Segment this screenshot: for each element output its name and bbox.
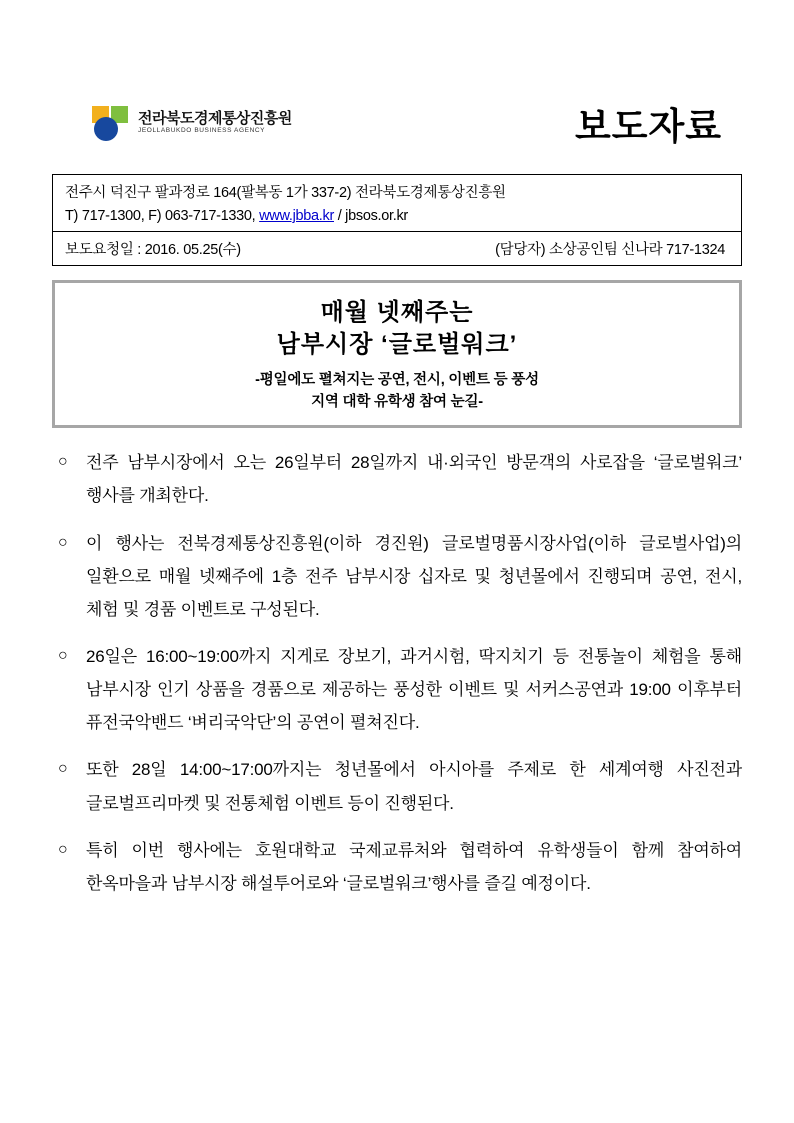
list-item	[52, 834, 742, 900]
headline-subtitle-line-1: -평일에도 펼쳐지는 공연, 전시, 이벤트 등 풍성	[255, 371, 539, 388]
contact-manager: (담당자) 소상공인팀 신나라 717-1324	[495, 242, 725, 258]
paragraph-text: 이 행사는 전북경제통상진흥원(이하 경진원) 글로벌명품시장사업(이하 글로벌사업)의 일환으로 매월 넷째주에 1층 전주 남부시장 십자로 및 청년몰에서 진행되며 공연, 전시, 체험 및 경품 이벤트로 구성된다.	[86, 533, 742, 619]
agency-name-ko: 전라북도경제통상진흥원	[138, 109, 292, 127]
paragraph-text: 또한 28일 14:00~17:00까지는 청년몰에서 아시아를 주제로 한 세계여행 사진전과 글로벌프리마켓 및 전통체험 이벤트 등이 진행된다.	[86, 760, 742, 813]
headline-line-2: 남부시장 ‘글로벌워크’	[276, 331, 518, 359]
body-paragraph-list	[52, 446, 742, 900]
agency-logo-icon	[92, 104, 130, 142]
contact-address: 전주시 덕진구 팔과정로 164(팔복동 1가 337-2) 전라북도경제통상진흥원	[65, 185, 506, 201]
bullet-icon: ○	[58, 760, 68, 778]
bullet-icon: ○	[58, 453, 68, 471]
contact-tel-suffix: / jbsos.or.kr	[334, 208, 408, 224]
list-item	[52, 640, 742, 739]
bullet-icon: ○	[58, 533, 68, 551]
list-item	[52, 753, 742, 819]
paragraph-text: 전주 남부시장에서 오는 26일부터 28일까지 내·외국인 방문객의 사로잡을 ‘글로벌워크’ 행사를 개최한다.	[86, 453, 742, 506]
agency-logo	[52, 104, 292, 142]
contact-meta-row	[53, 231, 741, 265]
paragraph-text: 26일은 16:00~19:00까지 지게로 장보기, 과거시험, 딱지치기 등 전통놀이 체험을 통해 남부시장 인기 상품을 경품으로 제공하는 풍성한 이벤트 및 서커스공연과 19:00 이후부터 퓨전국악밴드 ‘벼리국악단’의 공연이 펼쳐진다.	[86, 646, 742, 733]
headline-subtitle	[65, 370, 729, 414]
document-header	[52, 0, 742, 158]
list-item	[52, 446, 742, 512]
agency-logo-text	[138, 111, 292, 136]
bullet-icon: ○	[58, 840, 68, 858]
list-item	[52, 527, 742, 626]
release-date: 보도요청일 : 2016. 05.25(수)	[65, 242, 241, 258]
headline-banner	[52, 280, 742, 428]
headline-line-1: 매월 넷째주는	[320, 299, 474, 326]
bullet-icon: ○	[58, 646, 68, 664]
agency-website-link[interactable]: www.jbba.kr	[259, 208, 334, 224]
paragraph-text: 특히 이번 행사에는 호원대학교 국제교류처와 협력하여 유학생들이 함께 참여하여 한옥마을과 남부시장 해설투어로와 ‘글로벌워크’행사를 즐길 예정이다.	[86, 840, 742, 893]
page-title: 보도자료	[575, 106, 722, 147]
contact-box	[52, 174, 742, 266]
contact-tel-prefix: T) 717-1300, F) 063-717-1330,	[65, 208, 260, 224]
contact-phone-line	[53, 206, 741, 231]
headline-subtitle-line-2: 지역 대학 유학생 참여 눈길-	[311, 393, 483, 410]
agency-name-en: JEOLLABUKDO BUSINESS AGENCY	[138, 127, 266, 135]
